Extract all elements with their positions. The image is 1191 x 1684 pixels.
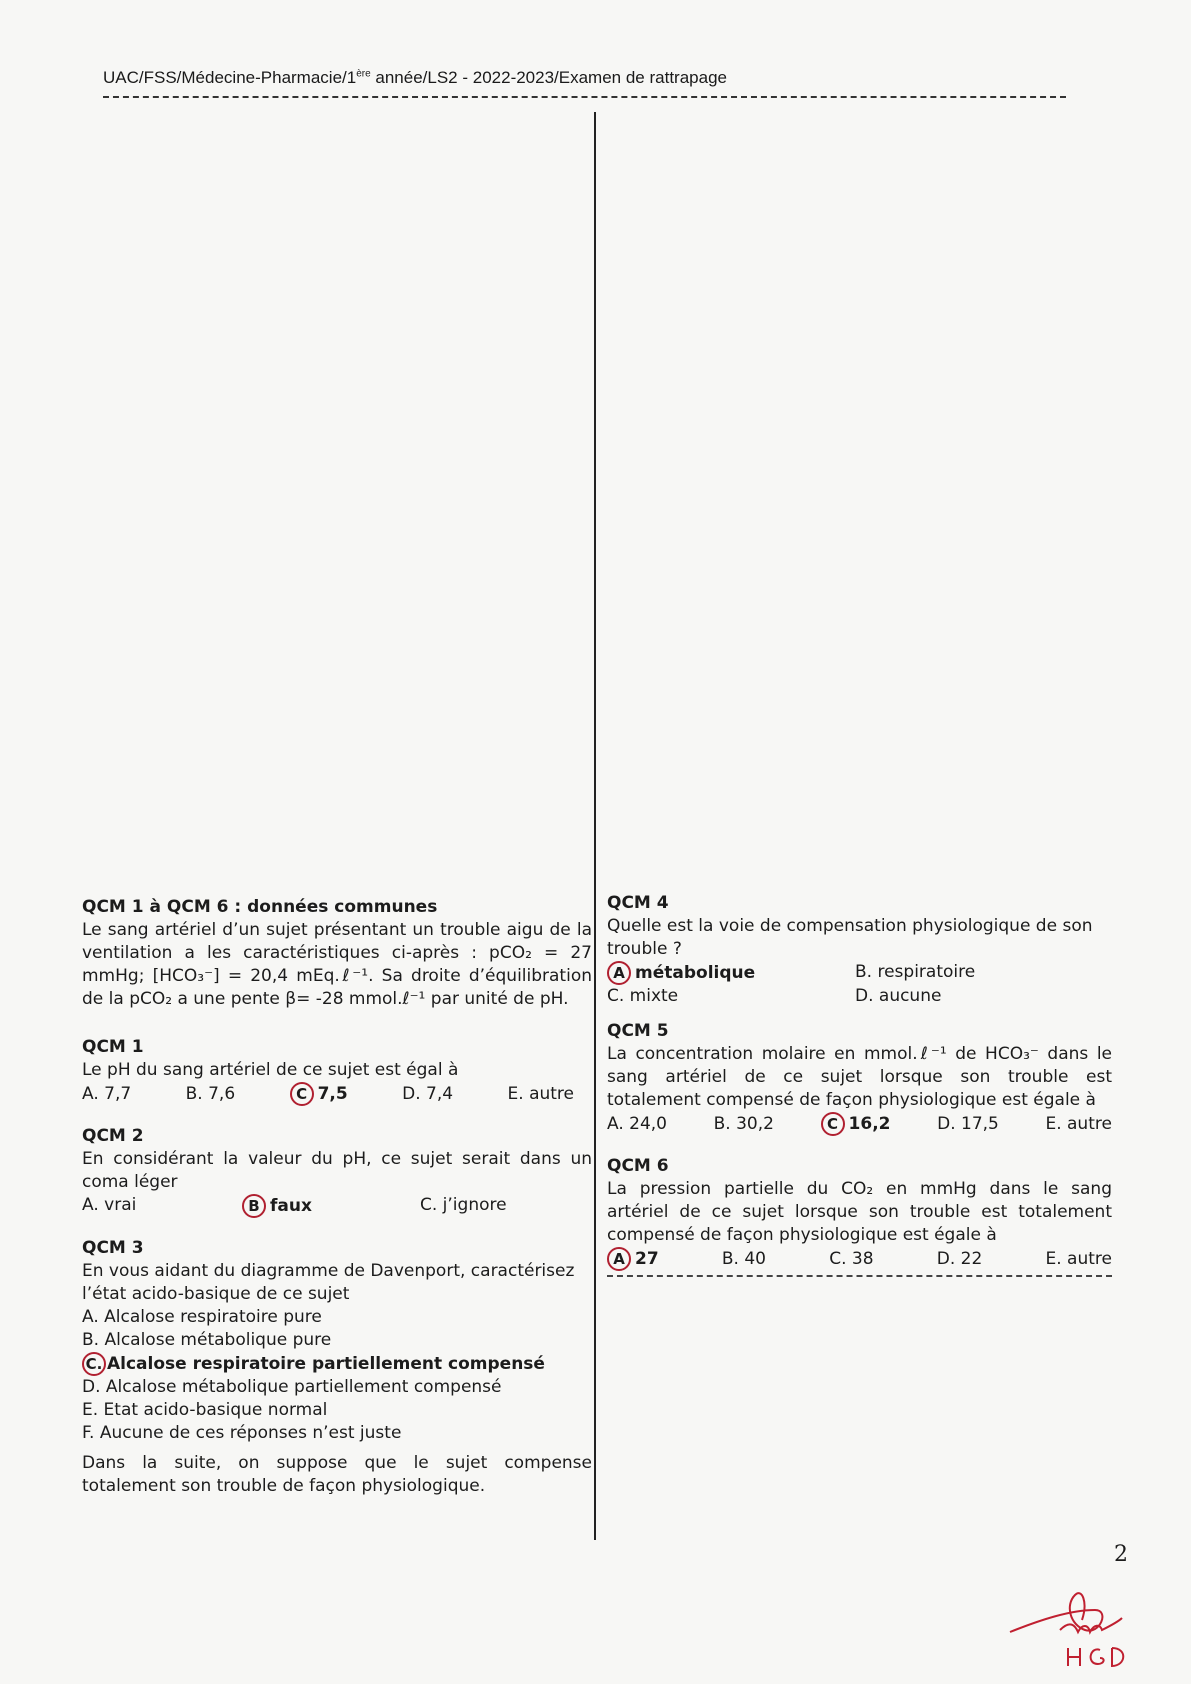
qcm6-option-a[interactable]: [607, 1247, 659, 1271]
qcm1-option-e[interactable]: E. autre: [507, 1083, 574, 1104]
qcm5-option-b[interactable]: B. 30,2: [713, 1113, 774, 1134]
answer-circle-icon: A: [607, 1247, 631, 1271]
qcm5-option-c-label: 16,2: [848, 1114, 891, 1134]
common-data-section: [82, 896, 592, 1011]
qcm2-option-b[interactable]: [242, 1194, 312, 1218]
qcm3-section: [82, 1237, 592, 1445]
qcm4-section: [607, 892, 1112, 1008]
qcm4-option-b[interactable]: B. respiratoire: [855, 962, 976, 982]
qcm4-option-a[interactable]: [607, 961, 855, 985]
qcm1-options: [82, 1082, 574, 1106]
qcm5-options: [607, 1112, 1112, 1136]
qcm2-title: QCM 2: [82, 1126, 144, 1146]
qcm5-section: [607, 1020, 1112, 1136]
qcm3-title: QCM 3: [82, 1238, 144, 1258]
qcm2-section: [82, 1125, 592, 1220]
qcm6-title: QCM 6: [607, 1156, 669, 1176]
qcm1-title: QCM 1: [82, 1037, 144, 1057]
assumption-note: Dans la suite, on suppose que le sujet compense totalement son trouble de façon physiologique.: [82, 1453, 592, 1496]
common-title: QCM 1 à QCM 6 : données communes: [82, 897, 438, 917]
common-text: Le sang artériel d’un sujet présentant un trouble aigu de la ventilation a les caractéristiques ci-après : pCO₂ = 27 mmHg; [HCO₃⁻] = 20,4 mEq.ℓ⁻¹. Sa droite d’équilibration de la pCO₂ a une pente β= -28 mmol.ℓ⁻¹ par unité de pH.: [82, 920, 592, 1009]
qcm1-option-a[interactable]: A. 7,7: [82, 1083, 132, 1104]
qcm2-option-c[interactable]: C. j’ignore: [420, 1195, 507, 1215]
answer-circle-icon: C.: [82, 1352, 106, 1376]
qcm6-section: [607, 1155, 1112, 1271]
column-divider: [594, 112, 596, 1540]
qcm2-options: [82, 1194, 592, 1220]
qcm6-question: La pression partielle du CO₂ en mmHg dans le sang artériel de ce sujet lorsque son trouble est totalement compensé de façon physiologique est égale à: [607, 1179, 1112, 1245]
answer-circle-icon: C: [821, 1112, 845, 1136]
header-title-rest: année/LS2 - 2022-2023/Examen de rattrapage: [370, 68, 727, 87]
qcm5-question: La concentration molaire en mmol.ℓ⁻¹ de HCO₃⁻ dans le sang artériel de ce sujet lorsque son trouble est totalement compensé de façon physiologique est égale à: [607, 1044, 1112, 1110]
qcm2-option-b-label: faux: [270, 1196, 312, 1216]
header-divider: [103, 96, 1066, 98]
answer-circle-icon: C: [290, 1082, 314, 1106]
qcm5-option-a[interactable]: A. 24,0: [607, 1113, 667, 1134]
qcm5-option-c[interactable]: [821, 1112, 891, 1136]
signature-icon: [1000, 1580, 1140, 1670]
header-title: UAC/FSS/Médecine-Pharmacie/1: [103, 68, 357, 87]
qcm5-option-e[interactable]: E. autre: [1045, 1113, 1112, 1134]
qcm4-question: Quelle est la voie de compensation physiologique de son trouble ?: [607, 916, 1093, 959]
qcm1-section: [82, 1036, 592, 1106]
qcm3-option-c[interactable]: [82, 1352, 592, 1376]
qcm3-option-e[interactable]: E. Etat acido-basique normal: [82, 1400, 328, 1420]
qcm1-option-d[interactable]: D. 7,4: [402, 1083, 454, 1104]
qcm3-option-a[interactable]: A. Alcalose respiratoire pure: [82, 1307, 322, 1327]
qcm3-question: En vous aidant du diagramme de Davenport, caractérisez l’état acido-basique de ce sujet: [82, 1261, 575, 1304]
qcm6-option-c[interactable]: C. 38: [829, 1248, 874, 1269]
section-end-divider: [607, 1275, 1112, 1277]
qcm6-option-a-label: 27: [635, 1249, 659, 1269]
qcm4-options: [607, 961, 1112, 1008]
page-header: [103, 68, 727, 88]
qcm4-option-c[interactable]: C. mixte: [607, 986, 679, 1006]
qcm1-question: Le pH du sang artériel de ce sujet est égal à: [82, 1060, 459, 1080]
qcm6-option-b[interactable]: B. 40: [721, 1248, 766, 1269]
qcm3-option-d[interactable]: D. Alcalose métabolique partiellement compensé: [82, 1377, 502, 1397]
qcm5-title: QCM 5: [607, 1021, 669, 1041]
qcm1-option-c[interactable]: [290, 1082, 348, 1106]
qcm4-option-a-label: métabolique: [635, 963, 756, 983]
qcm6-option-e[interactable]: E. autre: [1045, 1248, 1112, 1269]
qcm6-option-d[interactable]: D. 22: [936, 1248, 983, 1269]
qcm1-option-c-label: 7,5: [317, 1084, 348, 1104]
page-number: 2: [1114, 1542, 1128, 1567]
qcm2-option-a[interactable]: A. vrai: [82, 1195, 137, 1215]
qcm3-option-b[interactable]: B. Alcalose métabolique pure: [82, 1330, 332, 1350]
qcm3-option-c-label: Alcalose respiratoire partiellement compensé: [107, 1354, 545, 1374]
qcm4-option-d[interactable]: D. aucune: [855, 986, 942, 1006]
qcm5-option-d[interactable]: D. 17,5: [937, 1113, 999, 1134]
handwritten-signature: [1000, 1580, 1140, 1674]
qcm2-question: En considérant la valeur du pH, ce sujet serait dans un coma léger: [82, 1149, 592, 1192]
qcm1-option-b[interactable]: B. 7,6: [185, 1083, 236, 1104]
answer-circle-icon: A: [607, 961, 631, 985]
answer-circle-icon: B: [242, 1194, 266, 1218]
qcm4-title: QCM 4: [607, 893, 669, 913]
header-superscript: ère: [356, 68, 371, 80]
qcm6-options: [607, 1247, 1112, 1271]
qcm3-option-f[interactable]: F. Aucune de ces réponses n’est juste: [82, 1423, 402, 1443]
